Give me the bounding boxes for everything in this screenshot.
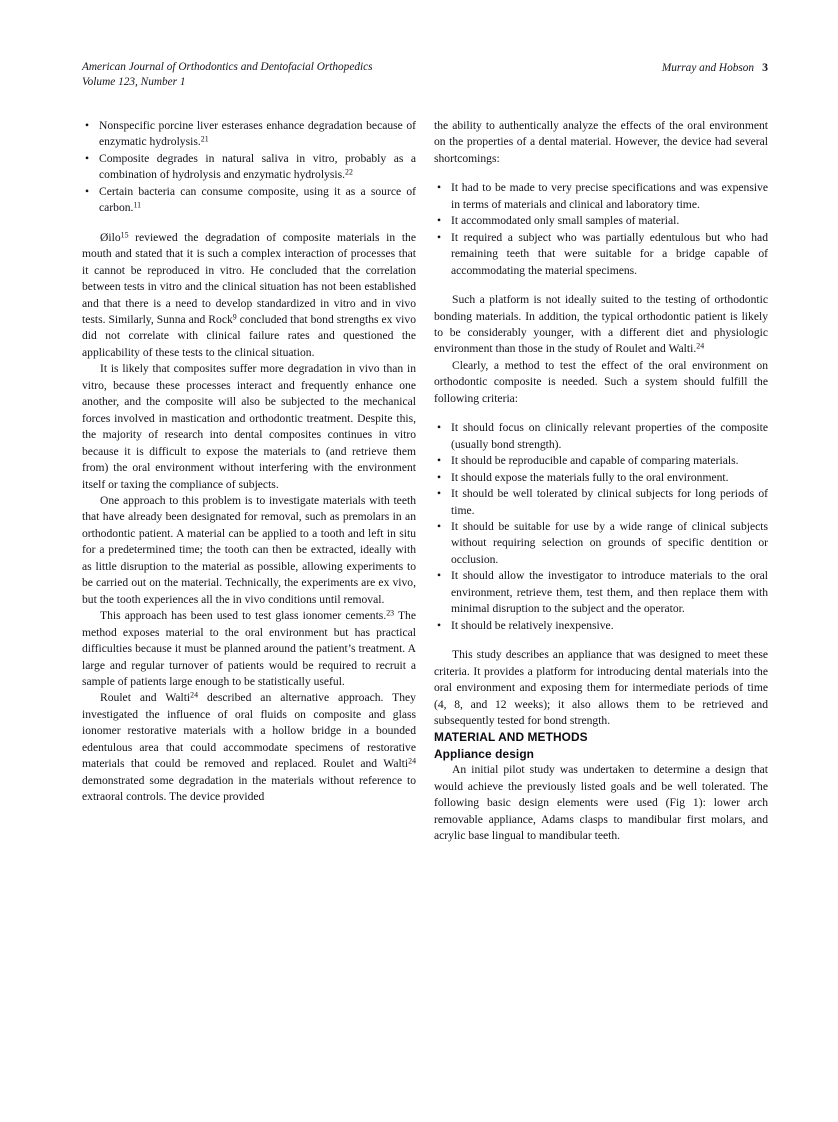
- bullet-icon: •: [437, 470, 442, 484]
- list-item: [434, 180, 768, 213]
- shortcomings-bullet-list: [434, 180, 768, 279]
- list-item: [82, 184, 416, 217]
- running-head-authors-page: [662, 60, 768, 76]
- list-item-text: It required a subject who was partially edentulous but who had remaining teeth that were suitable for a bridge capable of accommodating the material specimens.: [451, 230, 768, 277]
- reference-marker: 15: [120, 230, 129, 240]
- paragraph-pilot-study: An initial pilot study was undertaken to determine a design that would achieve the previously listed goals and be well tolerated. The following basic design elements were used (Fig 1): lower arch removable appliance, Adams clasps to mandibular first molars, and acrylic base lingual to mandibular teeth.: [434, 763, 768, 843]
- list-item: [434, 230, 768, 279]
- list-item-text: It should expose the materials fully to the oral environment.: [451, 470, 729, 484]
- bullet-icon: •: [437, 618, 442, 632]
- reference-marker: 23: [386, 608, 395, 618]
- paragraph-text: Roulet and Walti: [100, 691, 191, 705]
- body-columns: [82, 118, 768, 845]
- paragraph-clearly: Clearly, a method to test the effect of the oral environment on orthodontic composite is needed. Such a system should fulfill the following criteria:: [434, 358, 768, 405]
- journal-volume-issue: Volume 123, Number 1: [82, 76, 186, 88]
- reference-marker: 24: [696, 342, 705, 352]
- paragraph-text-continued: described an alternative approach. They investigated the influence of oral fluids on composite and glass ionomer restorative materials with a hollow bridge in a bounded edentulous area that could accommodate specimens of restorative materials that could be removed and replaced. Roulet and Walti: [82, 691, 416, 771]
- list-item: [82, 151, 416, 184]
- paragraph-text: reviewed the degradation of composite materials in the mouth and stated that it is such a complex interaction of processes that it cannot be reproduced in vitro. He concluded that the correlation between tests in vitro and the clinical situation has not been established and that there is a need to develop standardized in vitro and in vivo tests. Similarly, Sunna and Rock: [82, 230, 416, 326]
- bullet-icon: •: [85, 151, 90, 165]
- reference-marker: 24: [408, 756, 416, 766]
- reference-marker: 22: [345, 168, 353, 178]
- bullet-icon: •: [437, 487, 442, 501]
- paragraph-roulet-walti: [82, 690, 416, 805]
- running-head-authors: Murray and Hobson: [661, 62, 755, 74]
- list-item: [434, 568, 768, 617]
- right-column: [434, 118, 768, 845]
- list-item-text: Nonspecific porcine liver esterases enhance degradation because of enzymatic hydrolysis.: [99, 119, 416, 149]
- list-item-text: It should be well tolerated by clinical subjects for long periods of time.: [451, 487, 768, 517]
- reference-marker: 9: [232, 312, 237, 322]
- paragraph-text-continued: The method exposes material to the oral environment but has practical difficulties because it must be planned around the patient’s treatment. A large and regular turnover of patients would be required to recruit a sample of patients large enough to be statistically useful.: [82, 609, 416, 688]
- reference-marker: 11: [133, 200, 142, 210]
- bullet-icon: •: [437, 230, 442, 244]
- author-name: Øilo: [100, 230, 121, 244]
- bullet-icon: •: [437, 421, 442, 435]
- running-head: [82, 60, 768, 90]
- degradation-bullet-list: [82, 118, 416, 217]
- bullet-icon: •: [437, 519, 442, 533]
- list-item: [434, 453, 768, 469]
- bullet-icon: •: [85, 184, 90, 198]
- list-item-text: Certain bacteria can consume composite, using it as a source of carbon.: [99, 184, 416, 215]
- list-item-text: It should focus on clinically relevant properties of the composite (usually bond strength).: [451, 421, 768, 451]
- reference-marker: 24: [190, 691, 199, 701]
- paragraph-this-study: This study describes an appliance that was designed to meet these criteria. It provides a platform for introducing dental materials into the oral environment and exposing them for intermediate periods of time (4, 8, and 12 weeks); it also allows them to be retrieved and subsequently tested for bond strength.: [434, 648, 768, 727]
- list-item-text: It should be reproducible and capable of comparing materials.: [451, 454, 739, 468]
- page-number: 3: [762, 60, 768, 74]
- paragraph-likely: It is likely that composites suffer more degradation in vivo than in vitro, because these processes interact and frequently enhance one another, and the composite will also be subjected to the mechanical forces involved in mastication and orthodontic treatment. Despite this, the majority of research into dental composites continues in vitro because it is difficult to expose the materials to (and retrieve them from) the oral environment without interfering with the environment itself or taxing the compliance of subjects.: [82, 362, 416, 491]
- list-item: [434, 420, 768, 453]
- reference-marker: 21: [200, 135, 209, 145]
- paragraph-platform: [434, 292, 768, 358]
- paragraph-text-continued: concluded that bond strengths ex vivo did not correlate with clinical failure rates and questioned the applicability of these tests to the clinical situation.: [82, 312, 416, 359]
- bullet-icon: •: [437, 569, 442, 583]
- journal-title: American Journal of Orthodontics and Dentofacial Orthopedics: [82, 61, 373, 73]
- paragraph-oilo: [82, 230, 416, 362]
- bullet-icon: •: [437, 454, 442, 468]
- section-heading-material-and-methods: MATERIAL AND METHODS: [434, 730, 588, 745]
- bullet-icon: •: [437, 181, 442, 195]
- list-item: [82, 118, 416, 151]
- list-item-text: It should be relatively inexpensive.: [451, 618, 614, 632]
- bullet-icon: •: [85, 119, 90, 132]
- criteria-bullet-list: [434, 420, 768, 634]
- paragraph-continuation: the ability to authentically analyze the effects of the oral environment on the properties of a dental material. However, the device had several shortcomings:: [434, 119, 768, 165]
- list-item-text: It should be suitable for use by a wide range of clinical subjects without requiring selection on grounds of specific dentition or occlusion.: [451, 519, 768, 566]
- paragraph-one-approach: One approach to this problem is to investigate materials with teeth that have already been designated for removal, such as premolars in an orthodontic patient. A material can be applied to a tooth and left in situ for a predetermined time; the tooth can then be extracted, ideally with as little disruption to the material as possible, allowing experiments to be carried out on the material. Technically, the experiments are ex vivo, but the tooth experiences all the in vivo conditions until removal.: [82, 493, 416, 606]
- list-item-text: It accommodated only small samples of material.: [451, 214, 680, 228]
- list-item-text: It had to be made to very precise specifications and was expensive in terms of materials and clinical and laboratory time.: [451, 181, 768, 211]
- list-item-text: It should allow the investigator to introduce materials to the oral environment, retrieve them, test them, and then replace them with minimal disruption to the subject and the operator.: [451, 569, 768, 616]
- running-head-journal: [82, 60, 373, 90]
- paragraph-glass-ionomer: [82, 608, 416, 690]
- sub-heading-appliance-design: Appliance design: [434, 746, 535, 761]
- list-item: [434, 213, 768, 229]
- list-item: [434, 470, 768, 486]
- list-item-text: Composite degrades in natural saliva in vitro, probably as a combination of hydrolysis and enzymatic hydrolysis.: [99, 151, 416, 182]
- paragraph-text-final: demonstrated some degradation in the materials without reference to extraoral controls. The device provided: [82, 773, 416, 804]
- paragraph-text: This approach has been used to test glass ionomer cements.: [100, 609, 387, 623]
- list-item: [434, 519, 768, 568]
- paragraph-text: Such a platform is not ideally suited to the testing of orthodontic bonding materials. In addition, the typical orthodontic patient is likely to be considerably younger, with a different diet and physiologic environment than those in the study of Roulet and Walti.: [434, 293, 768, 356]
- left-column: [82, 118, 416, 806]
- list-item: [434, 618, 768, 634]
- bullet-icon: •: [437, 214, 442, 228]
- list-item: [434, 486, 768, 519]
